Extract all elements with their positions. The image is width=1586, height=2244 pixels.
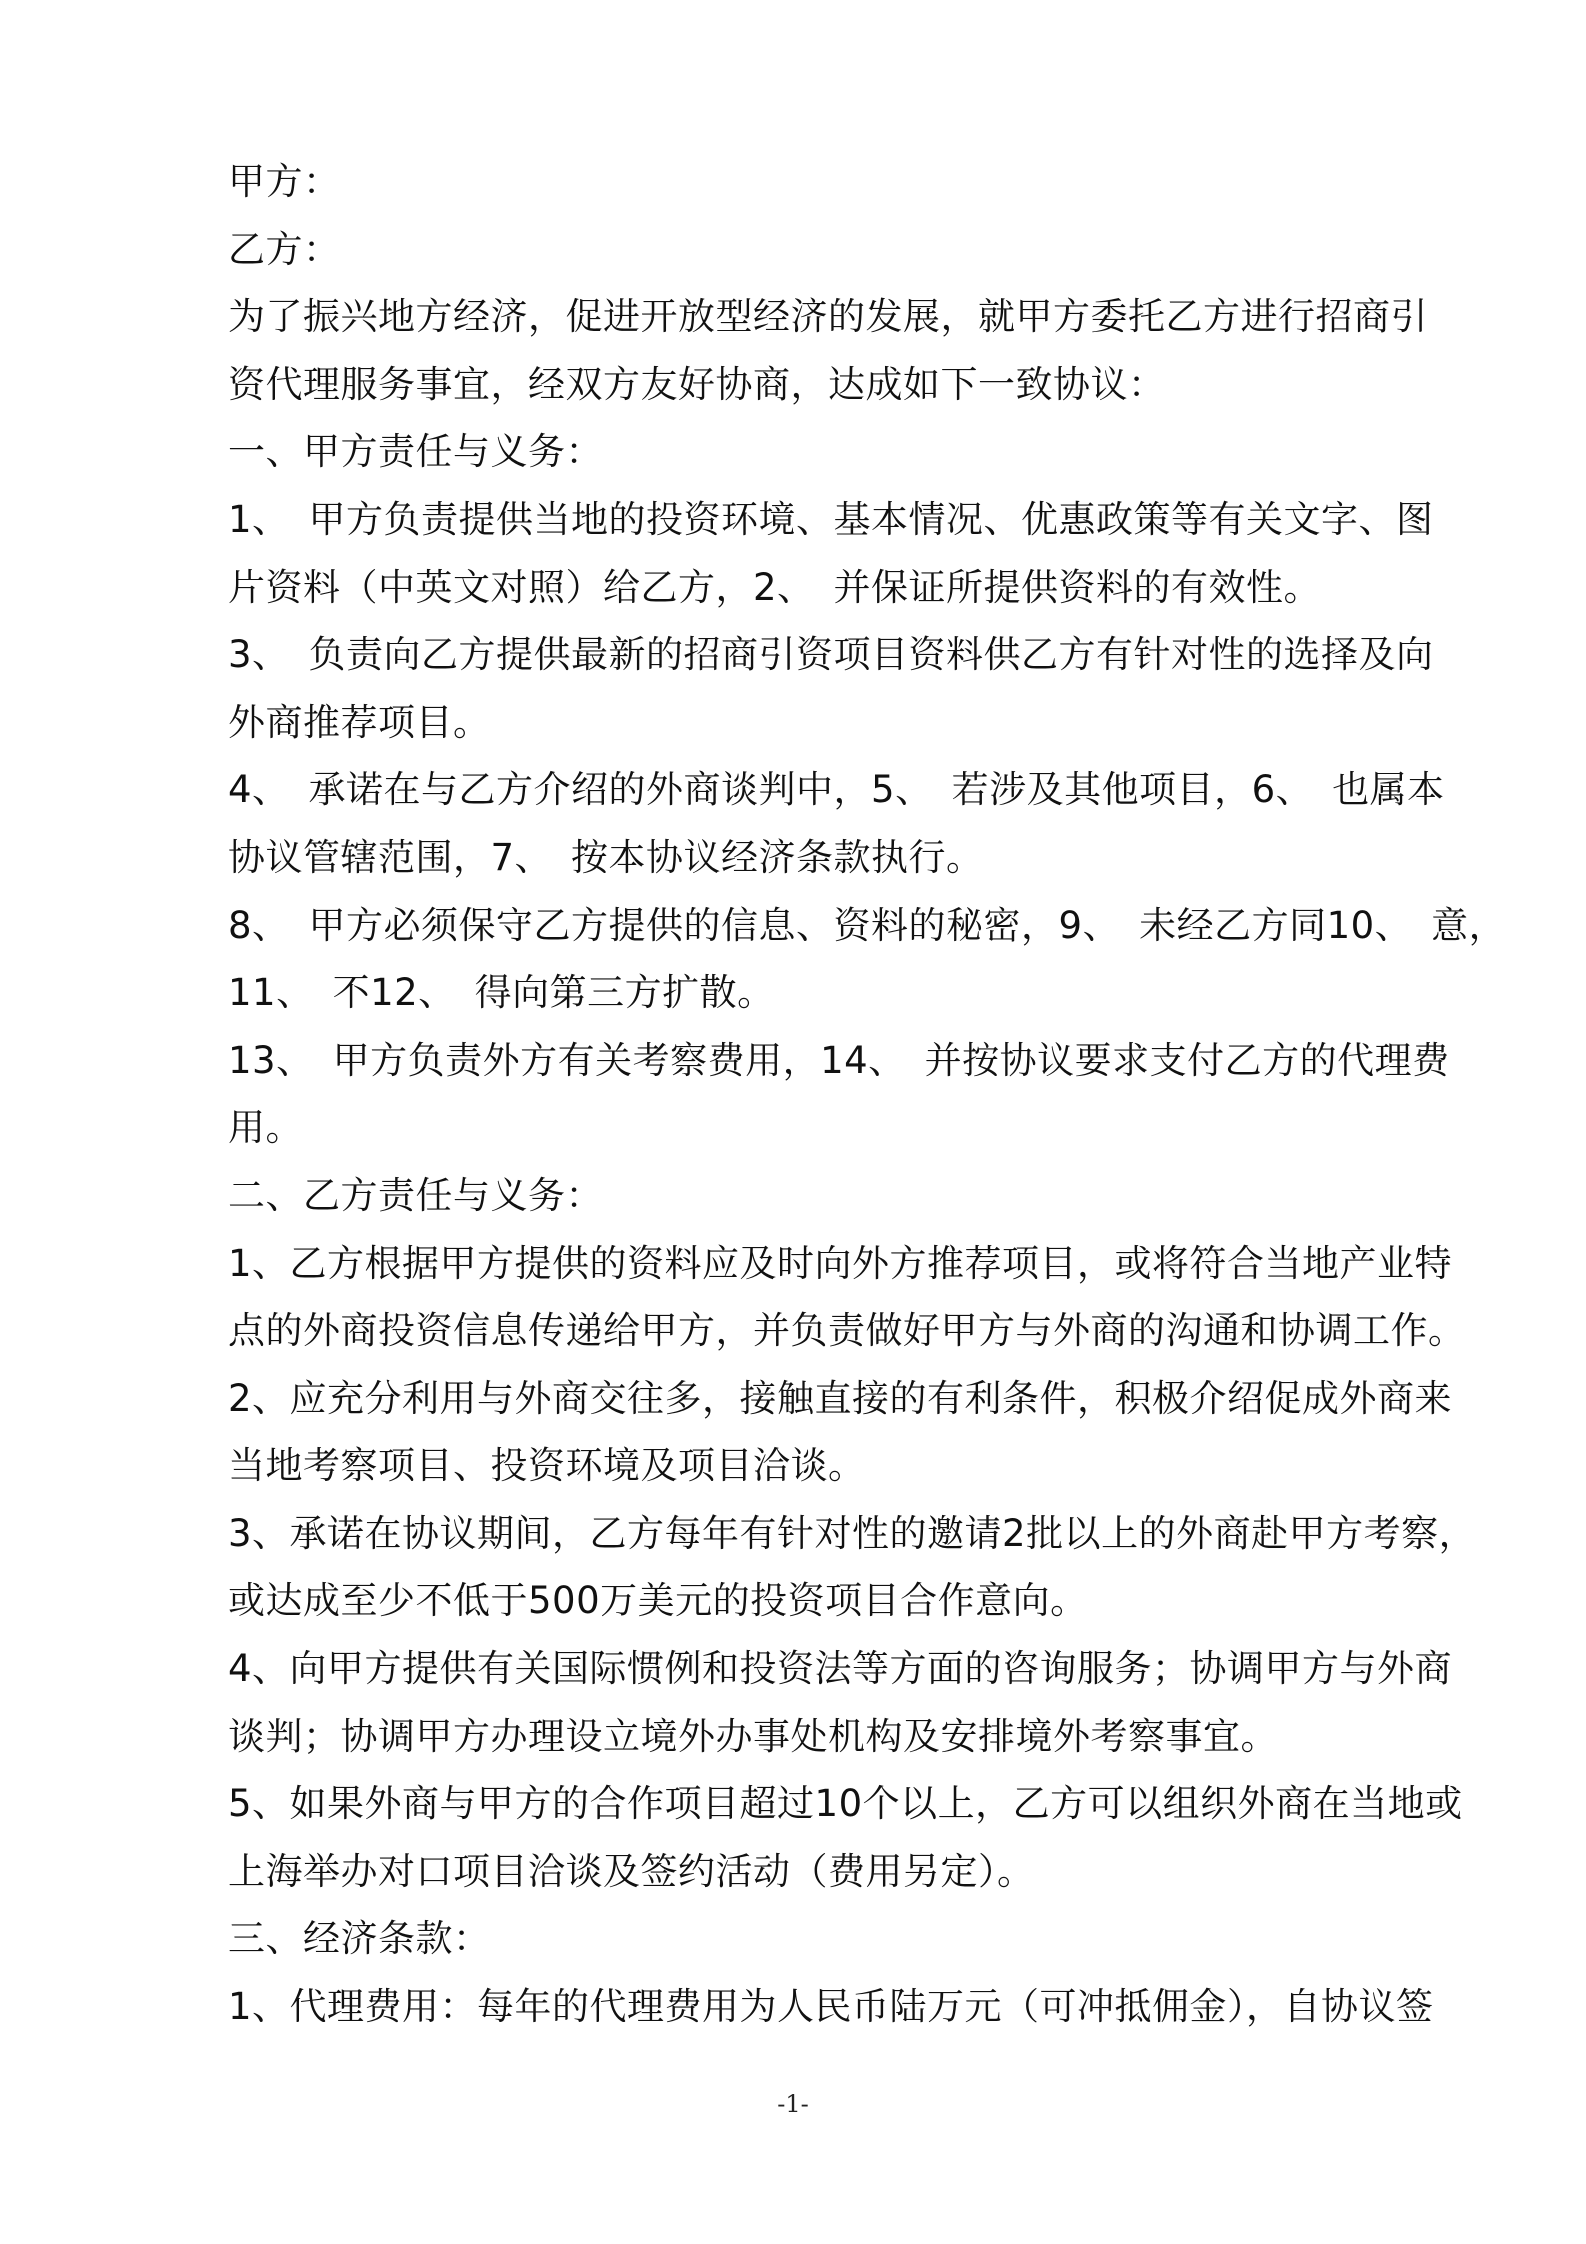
section-1-line-7: 8、 甲方必须保守乙方提供的信息、资料的秘密，9、 未经乙方同10、 意，: [228, 903, 1507, 947]
section-2-heading: 二、乙方责任与义务：: [228, 1173, 603, 1217]
section-2-line-1: 1、乙方根据甲方提供的资料应及时向外方推荐项目，或将符合当地产业特: [228, 1241, 1453, 1285]
preamble-line-1: 为了振兴地方经济，促进开放型经济的发展，就甲方委托乙方进行招商引: [228, 295, 1428, 339]
section-2-line-10: 上海举办对口项目洽谈及签约活动（费用另定）。: [228, 1849, 1035, 1893]
section-2-line-2: 点的外商投资信息传递给甲方，并负责做好甲方与外商的沟通和协调工作。: [228, 1309, 1466, 1353]
section-2-line-9: 5、如果外商与甲方的合作项目超过10个以上，乙方可以组织外商在当地或: [228, 1782, 1463, 1826]
section-2-line-8: 谈判；协调甲方办理设立境外办事处机构及安排境外考察事宜。: [228, 1714, 1278, 1758]
section-1-line-6: 协议管辖范围，7、 按本协议经济条款执行。: [228, 835, 984, 879]
section-1-line-8: 11、 不12、 得向第三方扩散。: [228, 971, 775, 1015]
section-2-line-5: 3、承诺在协议期间，乙方每年有针对性的邀请2批以上的外商赴甲方考察，: [228, 1511, 1477, 1555]
section-3-line-1: 1、代理费用：每年的代理费用为人民币陆万元（可冲抵佣金），自协议签: [228, 1985, 1434, 2029]
document-body: [228, 148, 1507, 2041]
section-1-line-10: 用。: [228, 1106, 303, 1150]
section-1-line-2: 片资料（中英文对照）给乙方，2、 并保证所提供资料的有效性。: [228, 565, 1322, 609]
section-2-line-6: 或达成至少不低于500万美元的投资项目合作意向。: [228, 1579, 1088, 1623]
section-1-heading: 一、甲方责任与义务：: [228, 430, 603, 474]
section-2-line-4: 当地考察项目、投资环境及项目洽谈。: [228, 1444, 866, 1488]
party-b-line: 乙方：: [228, 227, 341, 271]
section-1-line-9: 13、 甲方负责外方有关考察费用，14、 并按协议要求支付乙方的代理费: [228, 1038, 1450, 1082]
section-3-heading: 三、经济条款：: [228, 1917, 491, 1961]
section-1-line-4: 外商推荐项目。: [228, 700, 491, 744]
section-2-line-3: 2、应充分利用与外商交往多，接触直接的有利条件，积极介绍促成外商来: [228, 1376, 1453, 1420]
section-1-line-1: 1、 甲方负责提供当地的投资环境、基本情况、优惠政策等有关文字、图: [228, 497, 1434, 541]
section-1-line-5: 4、 承诺在与乙方介绍的外商谈判中，5、 若涉及其他项目，6、 也属本: [228, 768, 1445, 812]
preamble-line-2: 资代理服务事宜，经双方友好协商，达成如下一致协议：: [228, 362, 1166, 406]
section-1-line-3: 3、 负责向乙方提供最新的招商引资项目资料供乙方有针对性的选择及向: [228, 633, 1434, 677]
section-2-line-7: 4、向甲方提供有关国际惯例和投资法等方面的咨询服务；协调甲方与外商: [228, 1647, 1453, 1691]
party-a-line: 甲方：: [228, 160, 341, 203]
page-number: -1-: [777, 2090, 809, 2118]
